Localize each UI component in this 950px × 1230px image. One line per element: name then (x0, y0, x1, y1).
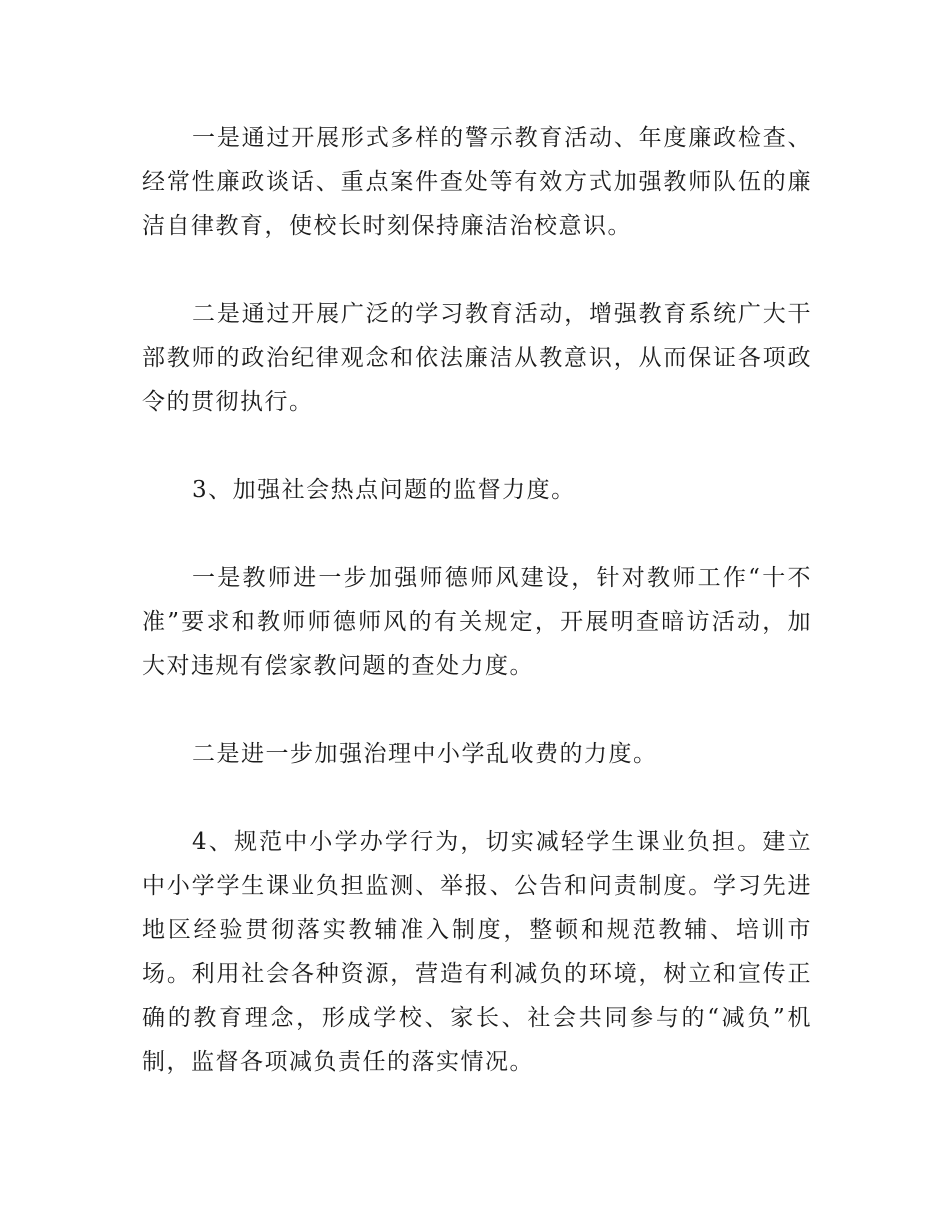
document-body (142, 116, 812, 1128)
paragraph-study-education: 二是通过开展广泛的学习教育活动，增强教育系统广大干部教师的政治纪律观念和依法廉洁从教意识，从而保证各项政令的贯彻执行。 (142, 301, 812, 415)
paragraph-fee-control: 二是进一步加强治理中小学乱收费的力度。 (192, 741, 658, 767)
section-paragraph-burden-reduction: 4、规范中小学办学行为，切实减轻学生课业负担。建立中小学学生课业负担监测、举报、公告和问责制度。学习先进地区经验贯彻落实教辅准入制度，整顿和规范教辅、培训市场。利用社会各种资源，营造有利减负的环境，树立和宣传正确的教育理念，形成学校、家长、社会共同参与的“减负”机制，监督各项减负责任的落实情况。 (142, 829, 812, 1075)
paragraph-warning-education: 一是通过开展形式多样的警示教育活动、年度廉政检查、经常性廉政谈话、重点案件查处等有效方式加强教师队伍的廉洁自律教育，使校长时刻保持廉洁治校意识。 (142, 125, 812, 239)
section-heading-hot-issues: 3、加强社会热点问题的监督力度。 (192, 477, 576, 503)
paragraph-teacher-ethics: 一是教师进一步加强师德师风建设，针对教师工作“十不准”要求和教师师德师风的有关规定，开展明查暗访活动，加大对违规有偿家教问题的查处力度。 (142, 565, 812, 679)
